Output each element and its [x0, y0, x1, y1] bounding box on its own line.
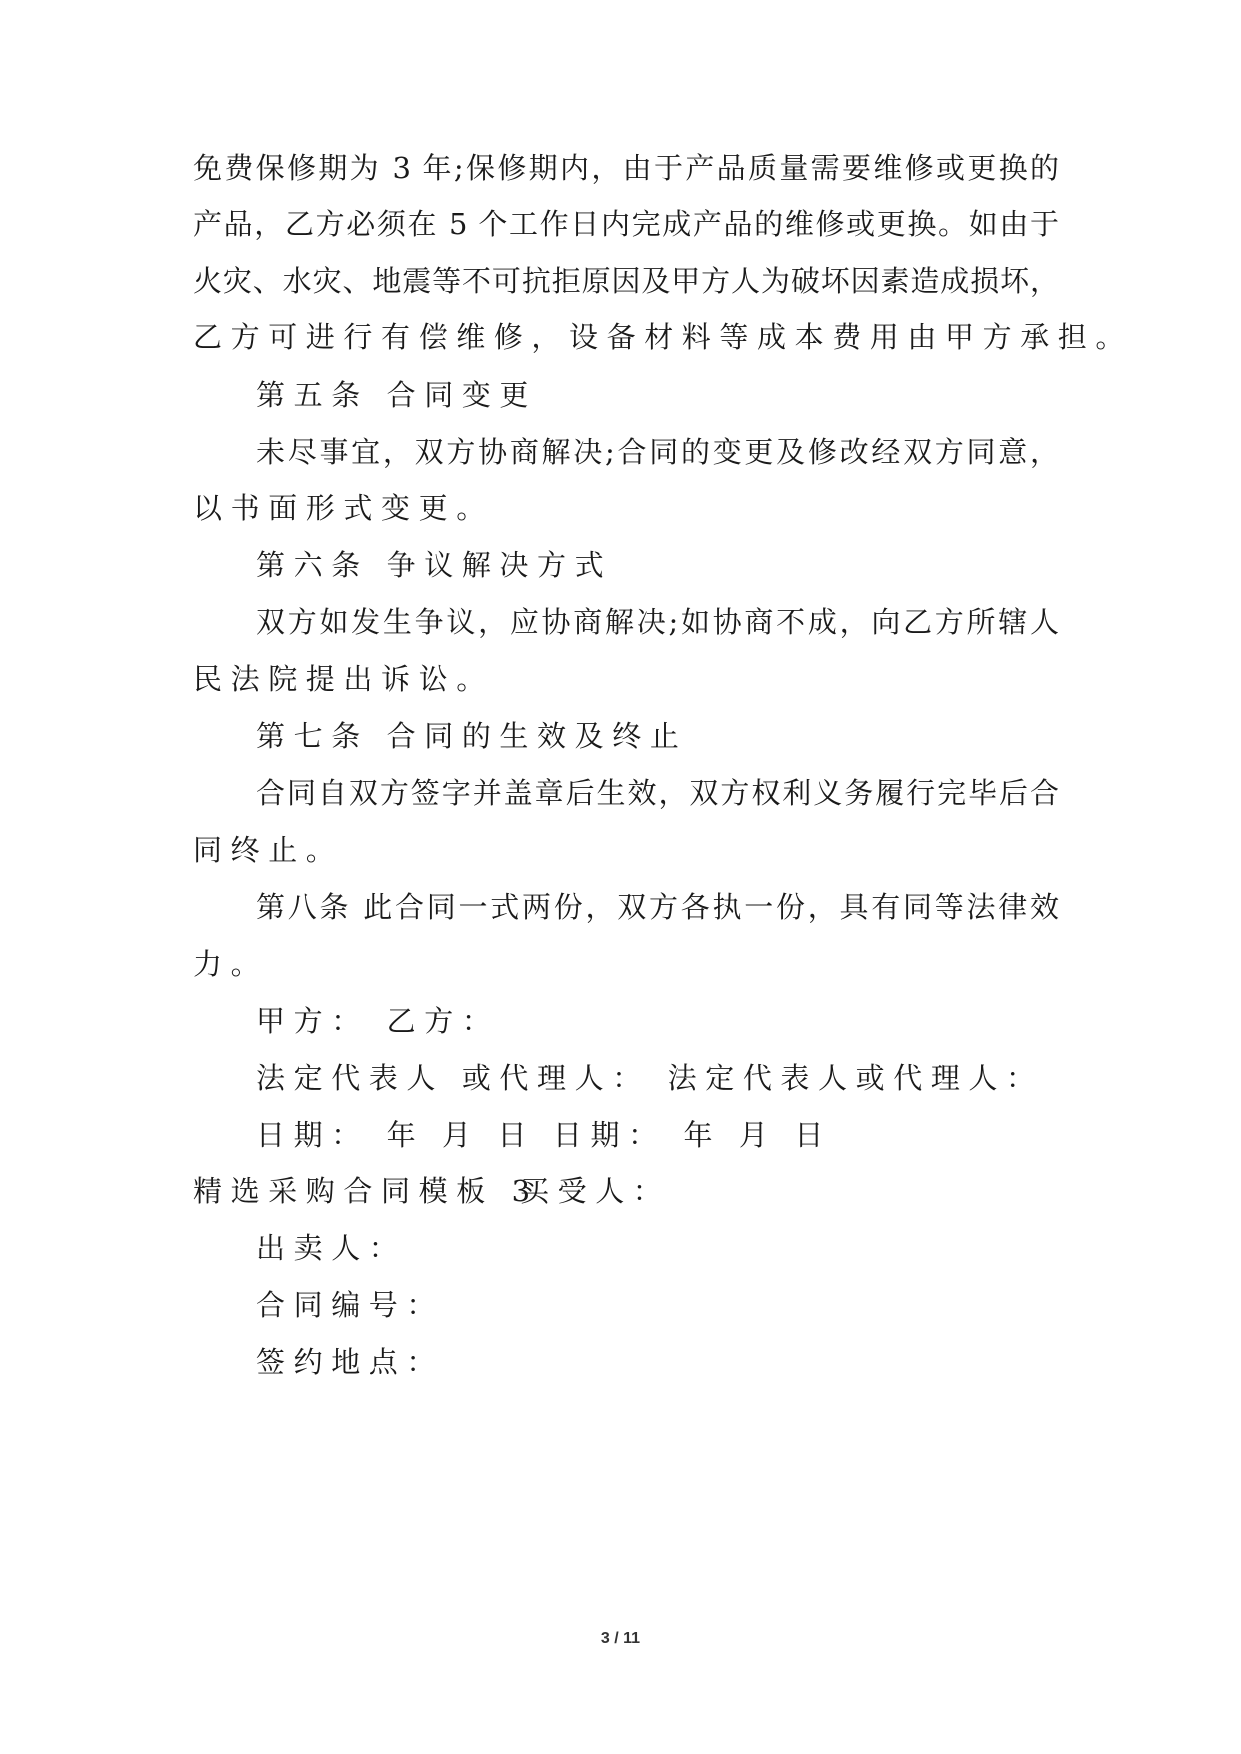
- seller-label: 出卖人：: [256, 1231, 407, 1265]
- signature-party-line: 甲方： 乙方：: [256, 1004, 500, 1038]
- paragraph-line: 乙方可进行有偿维修，设备材料等成本费用由甲方承担。: [193, 320, 1134, 354]
- page-number: 3 / 11: [600, 1630, 641, 1647]
- paragraph-line: 双方如发生争议，应协商解决;如协商不成，向乙方所辖人: [256, 605, 1059, 639]
- paragraph-line: 火灾、水灾、地震等不可抗拒原因及甲方人为破坏因素造成损坏，: [193, 264, 1059, 298]
- article-heading: 第五条 合同变更: [256, 378, 538, 412]
- paragraph-line: 未尽事宜，双方协商解决;合同的变更及修改经双方同意，: [256, 435, 1059, 469]
- signature-date-line: 日期： 年 月 日 日期： 年 月 日: [256, 1118, 832, 1152]
- template-title: 精选采购合同模板 3: [193, 1174, 539, 1208]
- article-heading: 第七条 合同的生效及终止: [256, 719, 688, 753]
- article-heading: 第八条 此合同一式两份，双方各执一份，具有同等法律效: [256, 890, 1059, 924]
- paragraph-line: 产品，乙方必须在 5 个工作日内完成产品的维修或更换。如由于: [193, 207, 1059, 241]
- paragraph-line: 力。: [193, 947, 269, 981]
- paragraph-line: 合同自双方签字并盖章后生效，双方权利义务履行完毕后合: [256, 776, 1059, 810]
- signature-representative-line: 法定代表人 或代理人： 法定代表人或代理人：: [256, 1061, 1044, 1095]
- paragraph-line: 免费保修期为 3 年;保修期内，由于产品质量需要维修或更换的: [193, 151, 1059, 185]
- paragraph-line: 同终止。: [193, 833, 344, 867]
- paragraph-line: 以书面形式变更。: [193, 491, 494, 525]
- buyer-label: 买受人：: [520, 1174, 671, 1208]
- signing-location-label: 签约地点：: [256, 1345, 445, 1379]
- contract-number-label: 合同编号：: [256, 1288, 445, 1322]
- article-heading: 第六条 争议解决方式: [256, 548, 613, 582]
- paragraph-line: 民法院提出诉讼。: [193, 662, 494, 696]
